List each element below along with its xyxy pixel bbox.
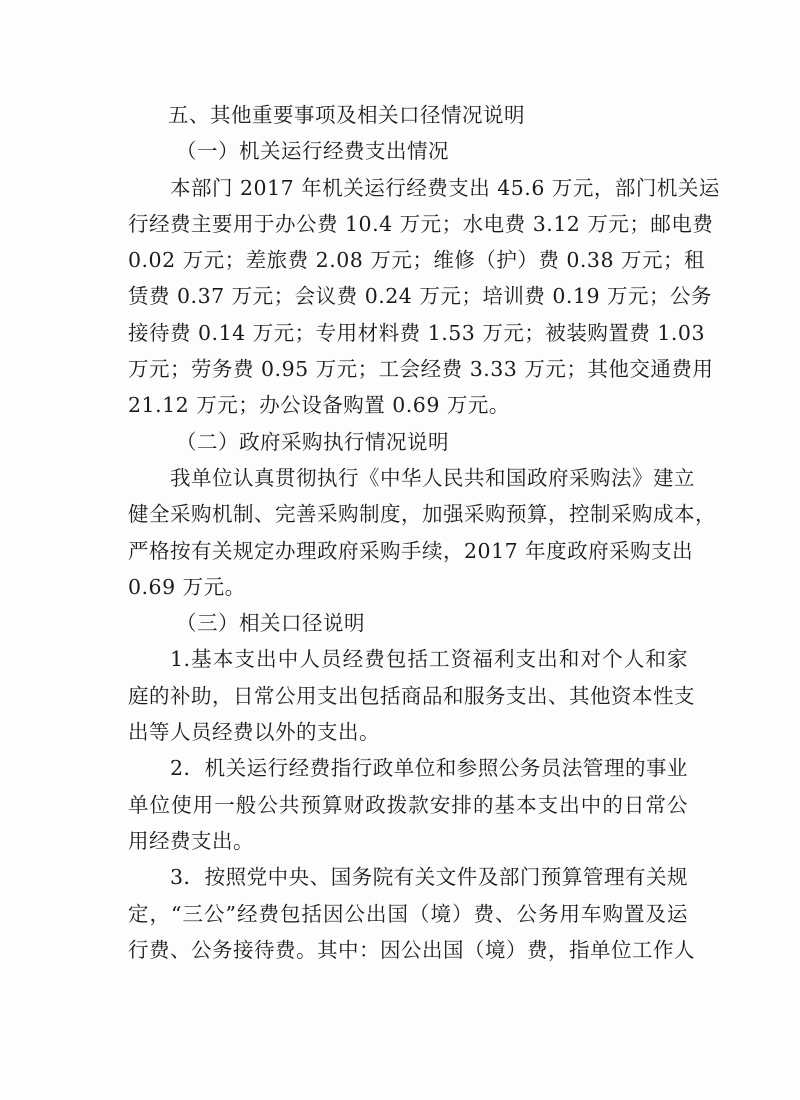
paragraph-line: 21.12 万元；办公设备购置 0.69 万元。 bbox=[128, 393, 510, 418]
paragraph-line: 庭的补助，日常公用支出包括商品和服务支出、其他资本性支 bbox=[128, 683, 695, 708]
paragraph-line: 万元；劳务费 0.95 万元；工会经费 3.33 万元；其他交通费用 bbox=[128, 357, 714, 382]
subsection-heading-2: （二）政府采购执行情况说明 bbox=[176, 429, 449, 454]
paragraph-line: 定，“三公”经费包括因公出国（境）费、公务用车购置及运 bbox=[128, 901, 688, 926]
paragraph-line: 用经费支出。 bbox=[128, 828, 254, 853]
paragraph-line: 0.69 万元。 bbox=[128, 574, 246, 599]
paragraph-line: 行经费主要用于办公费 10.4 万元；水电费 3.12 万元；邮电费 bbox=[128, 211, 714, 236]
paragraph-line: 0.02 万元；差旅费 2.08 万元；维修（护）费 0.38 万元；租 bbox=[128, 248, 706, 273]
subsection-heading-3: （三）相关口径说明 bbox=[176, 611, 365, 636]
paragraph-line: 出等人员经费以外的支出。 bbox=[128, 720, 380, 745]
paragraph-line: 我单位认真贯彻执行《中华人民共和国政府采购法》建立 bbox=[170, 465, 695, 490]
section-title: 五、其他重要事项及相关口径情况说明 bbox=[168, 103, 525, 127]
paragraph-line: 2．机关运行经费指行政单位和参照公务员法管理的事业 bbox=[170, 756, 688, 781]
paragraph-line: 健全采购机制、完善采购制度，加强采购预算，控制采购成本， bbox=[128, 502, 716, 527]
document-body bbox=[128, 97, 720, 968]
paragraph-line: 本部门 2017 年机关运行经费支出 45.6 万元，部门机关运 bbox=[170, 175, 720, 200]
paragraph-line: 接待费 0.14 万元；专用材料费 1.53 万元；被装购置费 1.03 bbox=[128, 320, 706, 345]
subsection-heading-1: （一）机关运行经费支出情况 bbox=[176, 139, 449, 164]
paragraph-line: 赁费 0.37 万元；会议费 0.24 万元；培训费 0.19 万元；公务 bbox=[128, 284, 713, 309]
paragraph-line: 行费、公务接待费。其中：因公出国（境）费，指单位工作人 bbox=[128, 937, 695, 962]
paragraph-line: 单位使用一般公共预算财政拨款安排的基本支出中的日常公 bbox=[128, 792, 688, 817]
paragraph-line: 1.基本支出中人员经费包括工资福利支出和对个人和家 bbox=[170, 647, 688, 672]
paragraph-line: 严格按有关规定办理政府采购手续，2017 年度政府采购支出 bbox=[128, 538, 694, 563]
paragraph-line: 3．按照党中央、国务院有关文件及部门预算管理有关规 bbox=[170, 865, 688, 890]
